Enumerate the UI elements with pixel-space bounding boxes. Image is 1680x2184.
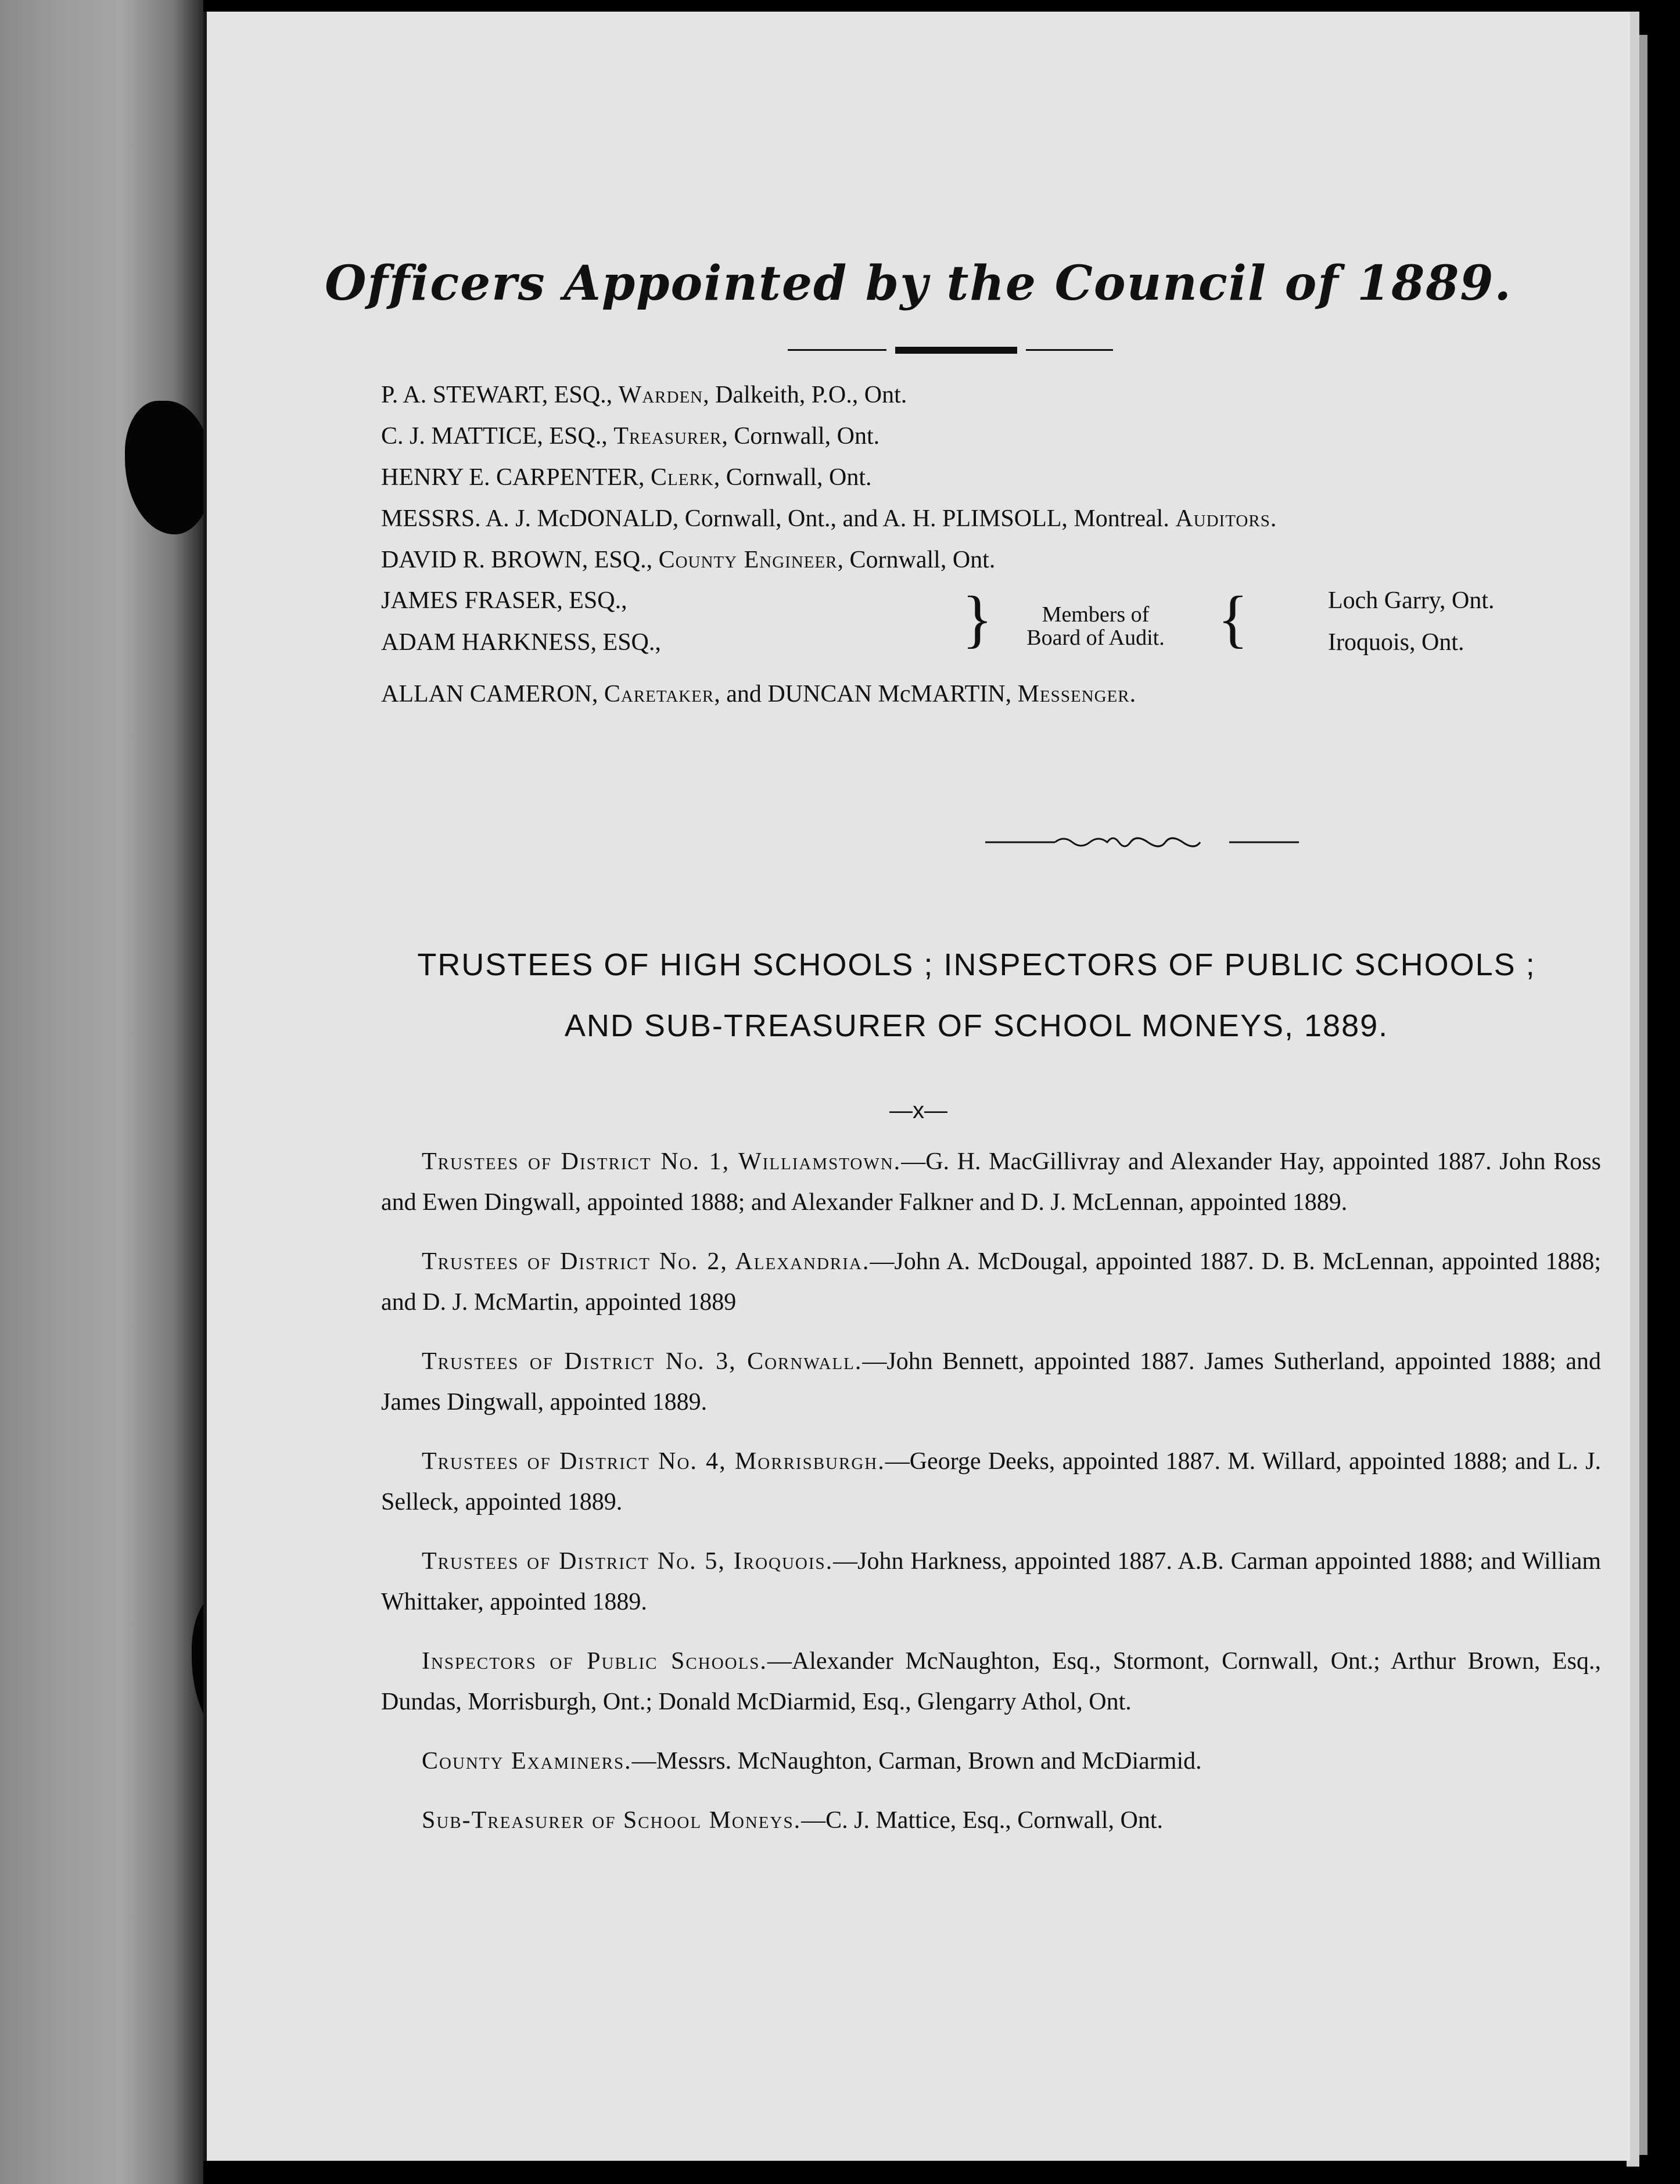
document-page xyxy=(203,12,1630,2161)
title-rule xyxy=(788,346,1113,355)
list-item: Trustees of District No. 4, Morrisburgh.—George Deeks, appointed 1887. M. Willard, appointed 1888; and L. J. Selleck, appointed 1889. xyxy=(381,1448,1601,1515)
list-item: Sub-Treasurer of School Moneys.—C. J. Mattice, Esq., Cornwall, Ont. xyxy=(422,1807,1164,1834)
audit-member-name: ADAM HARKNESS, ESQ., xyxy=(381,629,661,656)
board-of-audit-label: Members of Board of Audit. xyxy=(1026,602,1165,650)
section-heading-line-2: AND SUB-TREASURER OF SCHOOL MONEYS, 1889. xyxy=(564,1008,1389,1043)
list-item: Trustees of District No. 5, Iroquois.—John Harkness, appointed 1887. A.B. Carman appointed 1888; and William Whittaker, appointed 1889. xyxy=(381,1548,1601,1615)
left-brace: } xyxy=(962,583,993,654)
list-item: Inspectors of Public Schools.—Alexander McNaughton, Esq., Stormont, Cornwall, Ont.; Arthur Brown, Esq., Dundas, Morrisburgh, Ont.; Donald McDiarmid, Esq., Glengarry Athol, Ont. xyxy=(381,1648,1601,1715)
page-title: Officers Appointed by the Council of 1889. xyxy=(325,256,1512,311)
officers-list xyxy=(381,375,1601,581)
list-item: County Examiners.—Messrs. McNaughton, Carman, Brown and McDiarmid. xyxy=(422,1748,1202,1774)
entries-list xyxy=(381,1141,1601,1859)
board-of-audit xyxy=(381,583,1601,674)
audit-member-place: Loch Garry, Ont. xyxy=(1328,587,1495,614)
section-heading-line-1: TRUSTEES OF HIGH SCHOOLS ; INSPECTORS OF PUBLIC SCHOOLS ; xyxy=(417,947,1536,982)
officer-line: HENRY E. CARPENTER, Clerk, Cornwall, Ont. xyxy=(381,464,872,491)
list-item: Trustees of District No. 1, Williamstown.—G. H. MacGillivray and Alexander Hay, appointed 1887. John Ross and Ewen Dingwall, appointed 1888; and Alexander Falkner and D. J. McLennan, appointed 1889. xyxy=(381,1148,1601,1216)
officer-line: MESSRS. A. J. McDONALD, Cornwall, Ont., and A. H. PLIMSOLL, Montreal. Auditors. xyxy=(381,505,1277,532)
page-edge-shadow xyxy=(1639,35,1647,2155)
officer-line: C. J. MATTICE, ESQ., Treasurer, Cornwall, Ont. xyxy=(381,423,880,450)
officer-line: DAVID R. BROWN, ESQ., County Engineer, Cornwall, Ont. xyxy=(381,547,996,573)
list-item: Trustees of District No. 2, Alexandria.—John A. McDougal, appointed 1887. D. B. McLennan, appointed 1888; and D. J. McMartin, appointed 1889 xyxy=(381,1248,1601,1316)
audit-member-name: JAMES FRASER, ESQ., xyxy=(381,587,627,614)
ornamental-divider xyxy=(985,831,1299,854)
audit-member-place: Iroquois, Ont. xyxy=(1328,629,1464,656)
book-spine xyxy=(0,0,203,2184)
caretaker-line: ALLAN CAMERON, Caretaker, and DUNCAN McMARTIN, Messenger. xyxy=(381,681,1136,707)
right-brace: { xyxy=(1218,583,1248,654)
officer-line: P. A. STEWART, ESQ., Warden, Dalkeith, P.O., Ont. xyxy=(381,382,907,408)
x-divider: —x— xyxy=(889,1098,947,1123)
list-item: Trustees of District No. 3, Cornwall.—John Bennett, appointed 1887. James Sutherland, appointed 1888; and James Dingwall, appointed 1889. xyxy=(381,1348,1601,1416)
